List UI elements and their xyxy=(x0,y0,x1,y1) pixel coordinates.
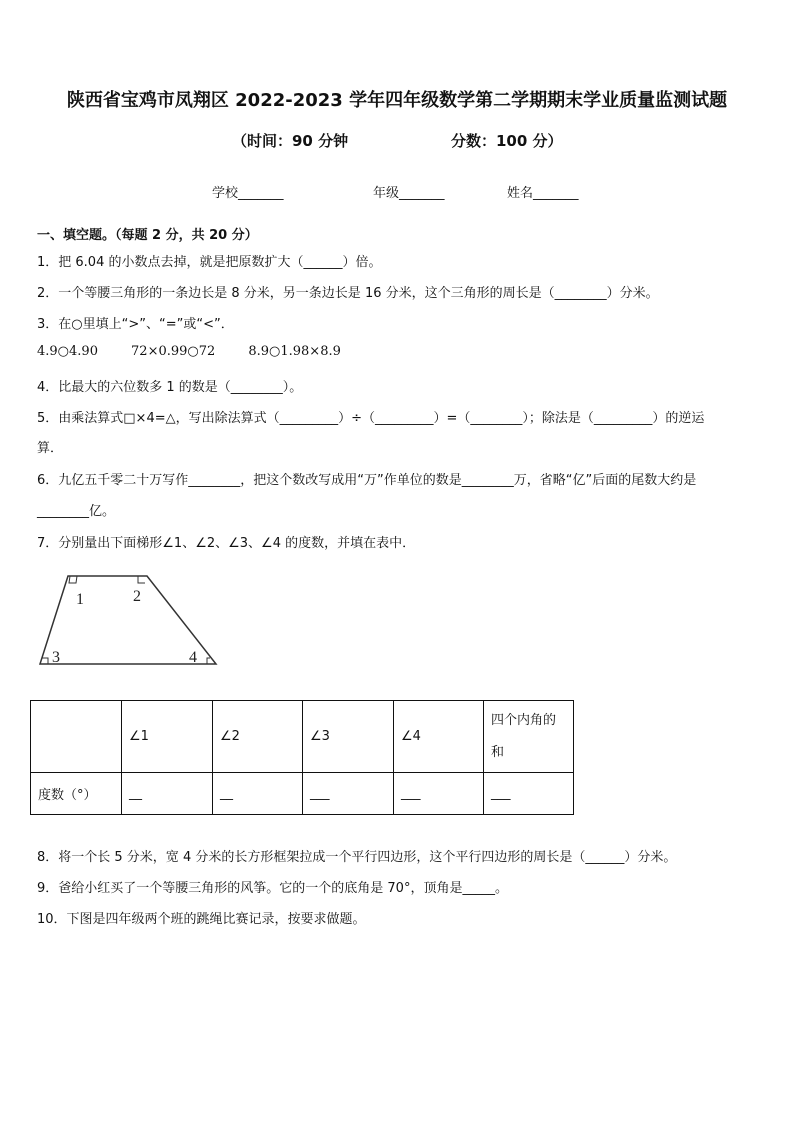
school-field[interactable]: 学校_______ xyxy=(212,186,284,201)
angle-4-label: 4 xyxy=(189,649,197,666)
table-header-cell: ∠3 xyxy=(303,701,394,773)
angle-4-mark xyxy=(207,658,210,664)
question-4: 4．比最大的六位数多 1 的数是（________）。 xyxy=(37,380,303,395)
answer-cell[interactable]: ___ xyxy=(303,773,394,815)
table-header-row xyxy=(31,701,574,773)
angle-3-mark xyxy=(42,658,48,664)
table-header-sum-line1: 四个内角的 xyxy=(491,712,557,728)
answer-cell[interactable]: ___ xyxy=(394,773,484,815)
section-heading: 一、填空题。（每题 2 分，共 20 分） xyxy=(37,228,258,243)
answer-cell[interactable]: ___ xyxy=(484,773,574,815)
question-9: 9．爸给小红买了一个等腰三角形的风筝。它的一个的底角是 70°，顶角是_____。 xyxy=(37,881,508,896)
question-3-items: 4.9○4.90 72×0.99○72 8.9○1.98×8.9 xyxy=(37,344,341,359)
table-header-cell-sum xyxy=(484,701,574,773)
exam-time: （时间：90 分钟 xyxy=(232,132,349,150)
answer-cell[interactable]: __ xyxy=(213,773,303,815)
table-header-cell: ∠1 xyxy=(122,701,213,773)
angle-1-label: 1 xyxy=(76,591,84,608)
page-title: 陕西省宝鸡市凤翔区 2022-2023 学年四年级数学第二学期期末学业质量监测试题 xyxy=(66,90,728,111)
table-header-cell: ∠2 xyxy=(213,701,303,773)
angle-1-mark xyxy=(69,576,77,583)
table-row xyxy=(31,773,574,815)
name-field[interactable]: 姓名_______ xyxy=(507,186,579,201)
answer-cell[interactable]: __ xyxy=(122,773,213,815)
question-8: 8．将一个长 5 分米，宽 4 分米的长方形框架拉成一个平行四边形，这个平行四边形的周长是（______）分米。 xyxy=(37,850,677,865)
angle-2-mark xyxy=(138,576,145,583)
question-7: 7．分别量出下面梯形∠1、∠2、∠3、∠4 的度数，并填在表中． xyxy=(37,536,416,551)
angle-table xyxy=(30,700,574,815)
angle-2-label: 2 xyxy=(133,588,141,605)
table-header-cell xyxy=(31,701,122,773)
question-6-line2: ________亿。 xyxy=(37,504,116,519)
angle-3-label: 3 xyxy=(52,649,60,666)
question-5-line1: 5．由乘法算式□×4=△，写出除法算式（_________）÷（_________）=（________）；除法是（_________）的逆运 xyxy=(37,411,705,426)
trapezoid-figure xyxy=(30,560,230,670)
exam-score: 分数：100 分） xyxy=(451,132,563,150)
question-2: 2．一个等腰三角形的一条边长是 8 分米，另一条边长是 16 分米，这个三角形的周长是（________）分米。 xyxy=(37,286,659,301)
question-5-line2: 算． xyxy=(37,441,64,456)
table-row-label: 度数（°） xyxy=(31,773,122,815)
table-header-sum-line2: 和 xyxy=(491,744,505,760)
question-10: 10．下图是四年级两个班的跳绳比赛记录，按要求做题。 xyxy=(37,912,366,927)
question-3: 3．在○里填上“>”、“=”或“<”． xyxy=(37,317,234,332)
table-header-cell: ∠4 xyxy=(394,701,484,773)
grade-field[interactable]: 年级_______ xyxy=(373,186,445,201)
question-1: 1．把 6.04 的小数点去掉，就是把原数扩大（______）倍。 xyxy=(37,255,382,270)
question-6-line1: 6．九亿五千零二十万写作________，把这个数改写成用“万”作单位的数是________万，省略“亿”后面的尾数大约是 xyxy=(37,473,697,488)
